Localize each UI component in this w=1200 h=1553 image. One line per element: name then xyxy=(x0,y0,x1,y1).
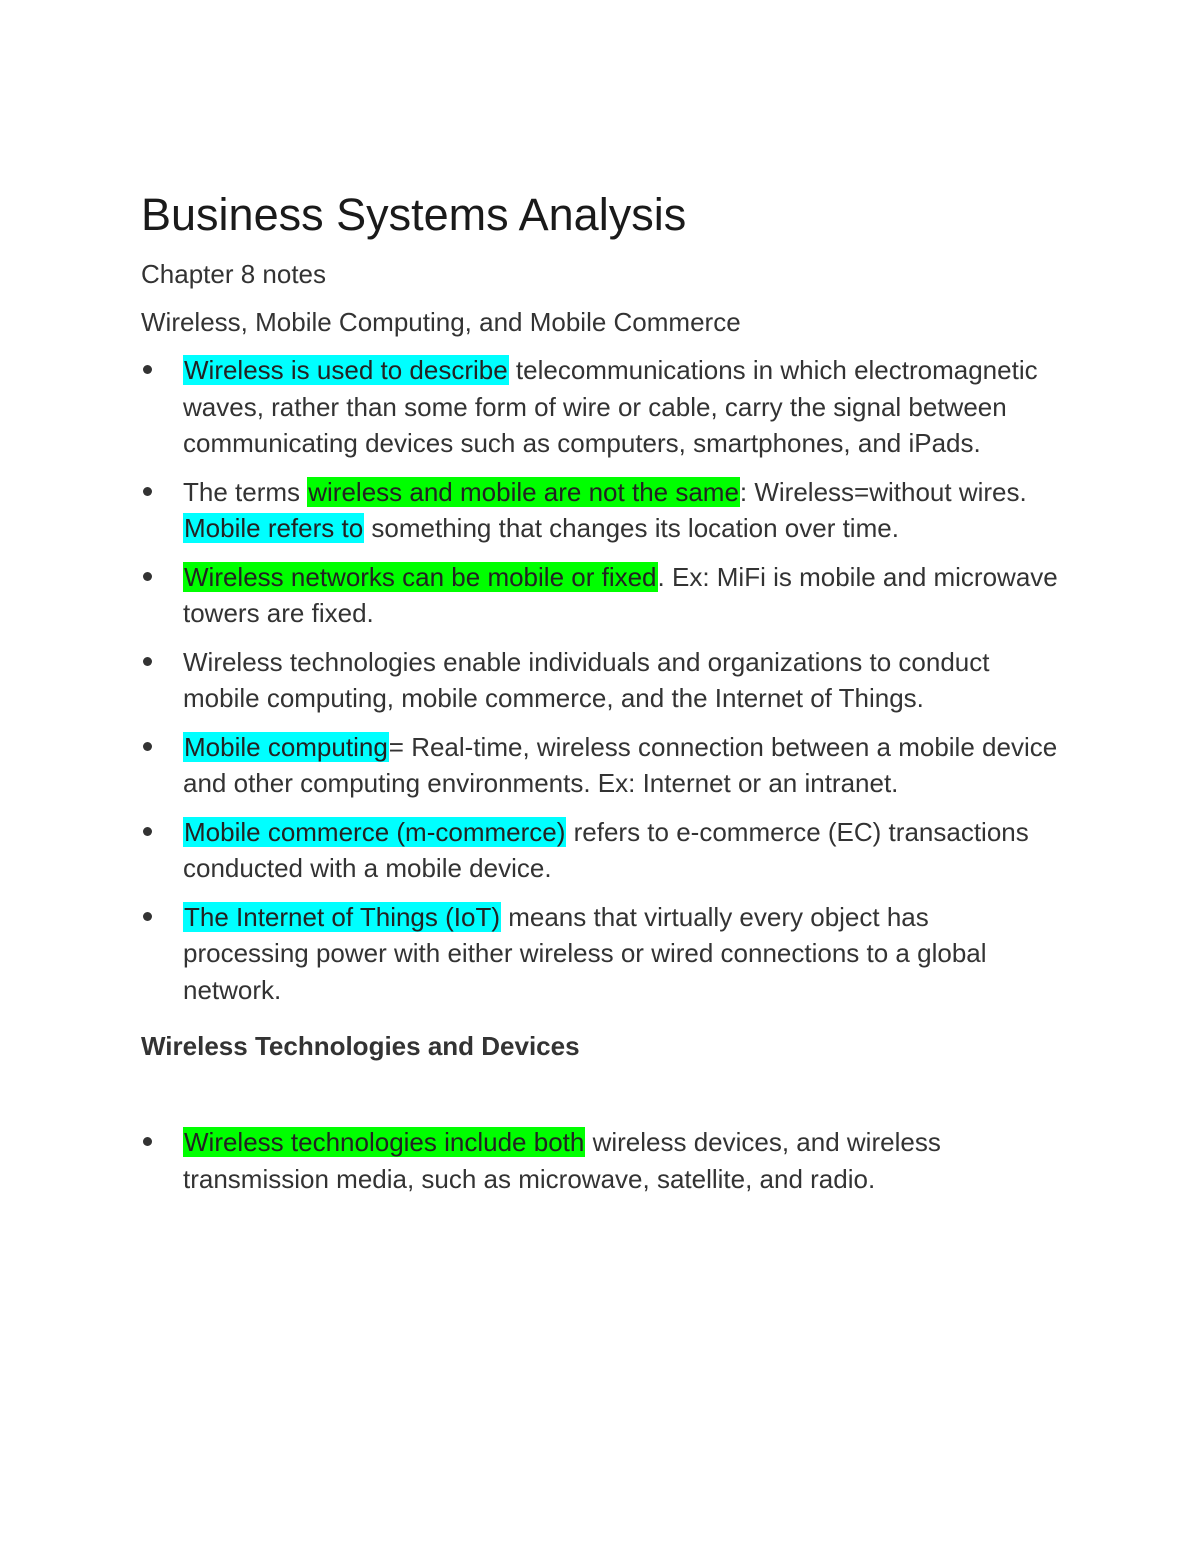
item-text: = Real-time, wireless connection between a mobile device and other computing environments. Ex: Internet or an intranet. xyxy=(183,731,1058,798)
bullet-icon xyxy=(143,742,152,751)
item-text: wireless devices, and wireless transmission media, such as microwave, satellite, and radio. xyxy=(183,1127,941,1194)
item-text: refers to e-commerce (EC) transactions conducted with a mobile device. xyxy=(183,816,1029,883)
list-item xyxy=(141,1124,1061,1197)
highlighted-text: Wireless networks can be mobile or fixed xyxy=(184,561,657,592)
item-text: Wireless technologies enable individuals and organizations to conduct mobile computing, mobile commerce, and the Internet of Things. xyxy=(183,646,990,713)
list-item xyxy=(141,899,1061,1009)
item-text: The terms xyxy=(183,476,308,507)
section-heading-wireless-technologies: Wireless Technologies and Devices xyxy=(141,1031,580,1061)
item-text: . Ex: MiFi is mobile and microwave towers are fixed. xyxy=(183,561,1058,628)
document-body xyxy=(141,188,1061,1209)
highlighted-text: Mobile commerce (m-commerce) xyxy=(184,816,566,847)
item-text: means that virtually every object has processing power with either wireless or wired connections to a global network. xyxy=(183,901,987,1005)
list-item xyxy=(141,814,1061,887)
bullet-list-wireless-mobile xyxy=(141,352,1061,1008)
highlighted-text: The Internet of Things (IoT) xyxy=(184,901,500,932)
list-item xyxy=(141,474,1061,547)
list-item xyxy=(141,644,1061,717)
bullet-icon xyxy=(143,912,152,921)
list-item xyxy=(141,729,1061,802)
bullet-icon xyxy=(143,572,152,581)
highlighted-text: Wireless technologies include both xyxy=(184,1127,585,1157)
chapter-subtitle: Chapter 8 notes xyxy=(141,259,327,289)
highlighted-text: Mobile refers to xyxy=(184,513,364,543)
item-text: something that changes its location over time. xyxy=(364,513,899,543)
page-title: Business Systems Analysis xyxy=(141,189,687,240)
item-text: telecommunications in which electromagnetic waves, rather than some form of wire or cable, carry the signal between communicating devices such as computers, smartphones, and iPads. xyxy=(183,355,1038,458)
section-heading-wireless-mobile: Wireless, Mobile Computing, and Mobile Commerce xyxy=(141,307,741,337)
bullet-list-wireless-technologies xyxy=(141,1124,1061,1197)
highlighted-text: Mobile computing xyxy=(184,731,388,762)
bullet-icon xyxy=(143,365,152,374)
item-text: : Wireless=without wires. xyxy=(739,476,1027,507)
bullet-icon xyxy=(143,487,152,496)
bullet-icon xyxy=(143,827,152,836)
bullet-icon xyxy=(143,657,152,666)
list-item xyxy=(141,559,1061,632)
list-item xyxy=(141,352,1061,462)
highlighted-text: Wireless is used to describe xyxy=(184,355,508,385)
bullet-icon xyxy=(143,1137,152,1146)
highlighted-text: wireless and mobile are not the same xyxy=(308,476,739,507)
